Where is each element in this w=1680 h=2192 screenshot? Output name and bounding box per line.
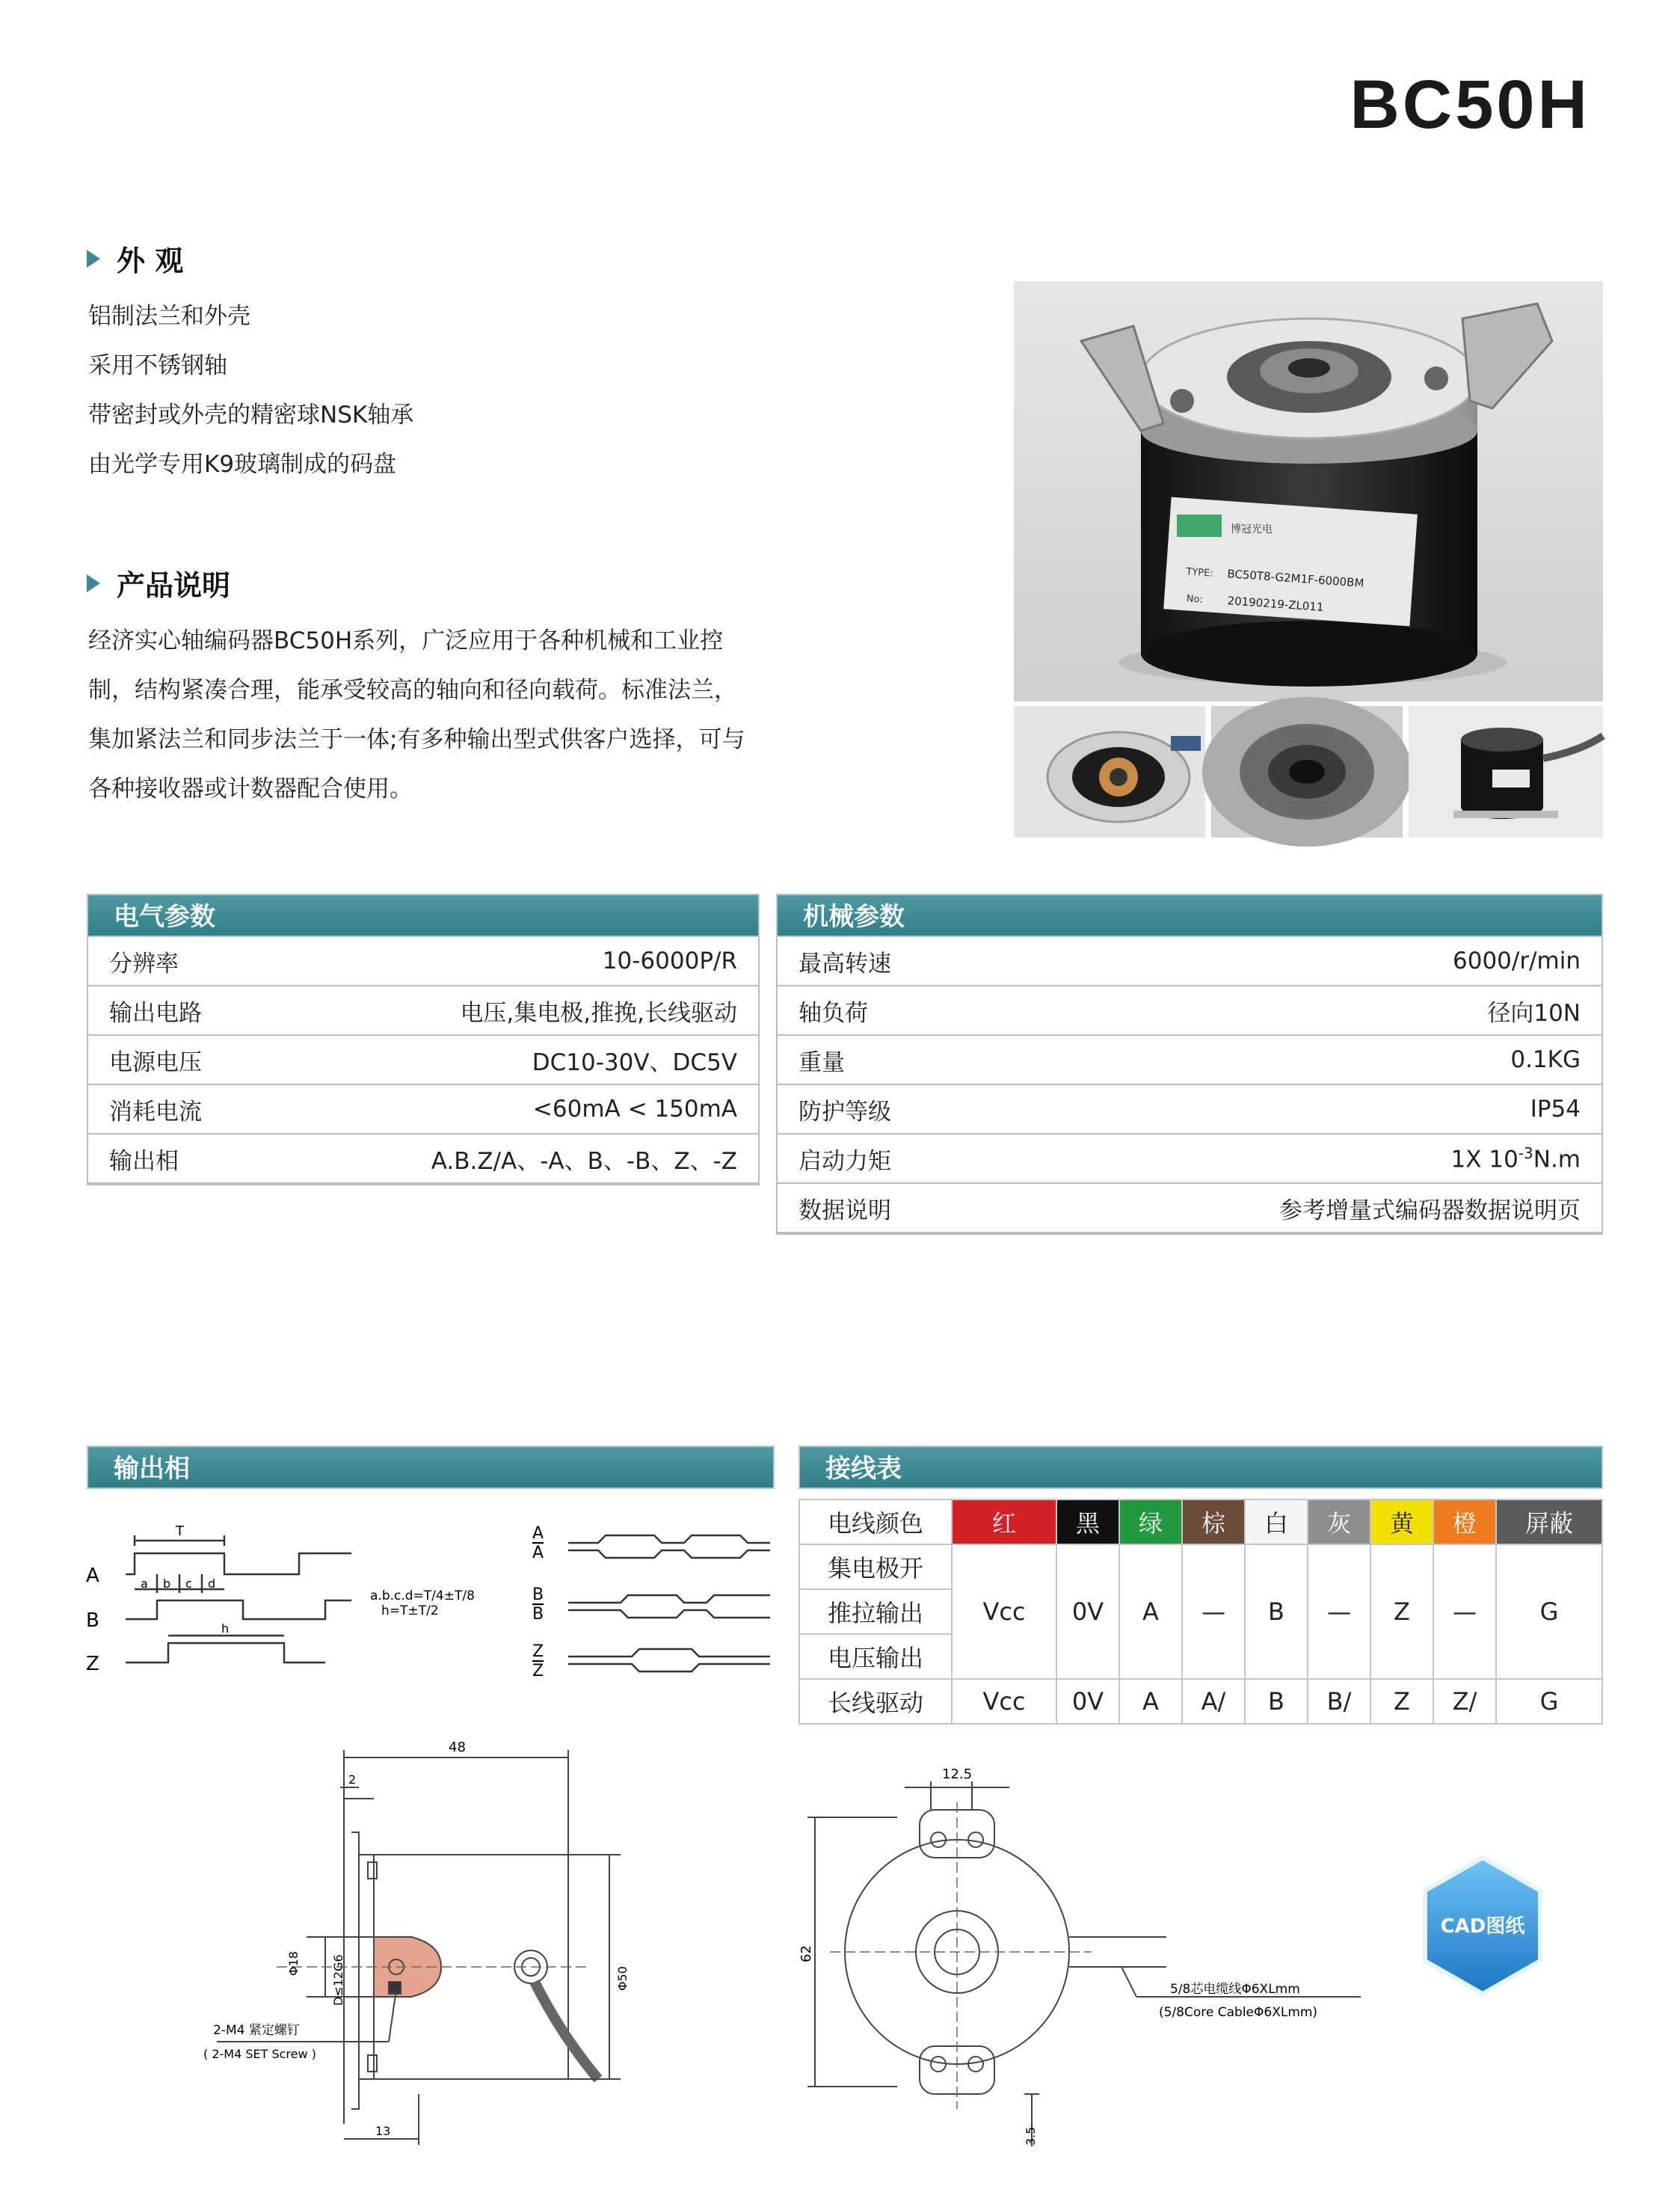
diff-B-bar: B	[532, 1605, 544, 1624]
triangle-bullet-icon	[87, 574, 100, 592]
cad-drawing-button[interactable]	[1419, 1855, 1546, 1997]
param-key: 最高转速	[778, 937, 1009, 986]
electrical-params-title: 电气参数	[87, 894, 760, 937]
wire-value: Z/	[1433, 1679, 1496, 1724]
description-line: 经济实心轴编码器BC50H系列，广泛应用于各种机械和工业控	[88, 627, 724, 654]
appearance-heading	[87, 238, 183, 279]
param-value: 参考增量式编码器数据说明页	[1009, 1183, 1601, 1232]
output-phase-panel	[87, 1446, 775, 1489]
table-row	[778, 1134, 1601, 1183]
sub-label-b: b	[163, 1577, 171, 1591]
param-key: 分辨率	[88, 937, 275, 986]
mechanical-params-frame	[776, 937, 1603, 1235]
dim-phi18: Φ18	[286, 1951, 301, 1976]
screw-cn: 2-M4 紧定螺钉	[213, 2023, 300, 2038]
sub-label-d: d	[208, 1577, 216, 1591]
param-key: 输出相	[88, 1134, 275, 1183]
param-value: 6000/r/min	[1009, 937, 1601, 986]
torque-base: 1X 10	[1450, 1146, 1519, 1173]
dim-2: 2	[348, 1772, 357, 1787]
table-row	[778, 1084, 1601, 1134]
dim-48: 48	[449, 1740, 466, 1755]
dim-d: D≤12G6	[331, 1954, 345, 2006]
cad-label: CAD图纸	[1440, 1915, 1525, 1938]
diff-Z: Z	[532, 1642, 544, 1661]
param-value: IP54	[1009, 1084, 1601, 1134]
phase-A-label: A	[86, 1565, 99, 1587]
mechanical-params-title: 机械参数	[776, 894, 1603, 937]
param-value: A.B.Z/A、-A、B、-B、Z、-Z	[275, 1134, 758, 1183]
param-value: 电压,集电极,推挽,长线驱动	[275, 986, 758, 1035]
output-phase-waveform	[75, 1499, 785, 1701]
wire-value: B	[1245, 1679, 1308, 1724]
triangle-bullet-icon	[87, 250, 100, 268]
param-key: 重量	[778, 1035, 1009, 1084]
diff-B: B	[532, 1585, 544, 1604]
description-line: 各种接收器或计数器配合使用。	[88, 776, 413, 802]
formula-2: h=T±T/2	[381, 1603, 439, 1618]
wiring-title: 接线表	[799, 1446, 1603, 1489]
period-label: T	[176, 1523, 184, 1539]
description-text	[88, 616, 745, 814]
wire-color-grey: 灰	[1308, 1499, 1370, 1544]
wire-color-red: 红	[952, 1499, 1056, 1544]
photo-brand: 博冠光电	[1231, 524, 1273, 535]
product-photo-main	[1014, 281, 1603, 701]
mechanical-params-table	[778, 937, 1601, 1233]
electrical-params-panel	[87, 894, 760, 1185]
wire-value: 0V	[1056, 1544, 1119, 1679]
wire-color-brown: 棕	[1182, 1499, 1245, 1544]
table-row	[799, 1544, 1602, 1589]
wire-color-shield: 屏蔽	[1496, 1499, 1602, 1544]
torque-exponent: -3	[1518, 1143, 1533, 1162]
param-value: DC10-30V、DC5V	[275, 1035, 758, 1084]
torque-unit: N.m	[1533, 1146, 1581, 1173]
photo-type-label: TYPE:	[1185, 566, 1214, 580]
dim-12-5: 12.5	[942, 1766, 973, 1782]
appearance-line: 带密封或外壳的精密球NSK轴承	[88, 402, 414, 429]
wire-value: G	[1496, 1679, 1602, 1724]
param-value: 10-6000P/R	[275, 937, 758, 986]
wire-value: Vcc	[952, 1544, 1056, 1679]
wire-value: Vcc	[952, 1679, 1056, 1724]
description-heading-text: 产品说明	[117, 569, 231, 602]
product-photo-thumb-2	[1211, 706, 1403, 838]
table-row	[88, 1134, 758, 1183]
mode-label: 集电极开	[799, 1544, 952, 1589]
h-label: h	[221, 1621, 230, 1636]
param-key: 输出电路	[88, 986, 275, 1035]
table-row	[88, 1084, 758, 1134]
wire-value: B	[1245, 1544, 1308, 1679]
photo-no-label: No:	[1186, 593, 1204, 606]
appearance-list	[88, 292, 413, 489]
wiring-panel	[799, 1446, 1603, 1489]
wiring-table	[799, 1499, 1603, 1725]
param-key: 电源电压	[88, 1035, 275, 1084]
param-key: 启动力矩	[778, 1134, 1009, 1183]
param-value	[1009, 1134, 1601, 1183]
wire-value: —	[1433, 1544, 1496, 1679]
wire-color-white: 白	[1245, 1499, 1308, 1544]
wire-value: Z	[1370, 1544, 1433, 1679]
param-value: 0.1KG	[1009, 1035, 1601, 1084]
model-title: BC50H	[1350, 67, 1590, 143]
mode-label: 长线驱动	[799, 1679, 952, 1724]
output-phase-title: 输出相	[87, 1446, 775, 1489]
table-row	[799, 1679, 1602, 1724]
appearance-line: 铝制法兰和外壳	[88, 303, 250, 330]
wire-color-black: 黑	[1056, 1499, 1119, 1544]
appearance-line: 由光学专用K9玻璃制成的码盘	[88, 451, 397, 478]
wire-value: B/	[1308, 1679, 1370, 1724]
wire-value: Z	[1370, 1679, 1433, 1724]
mechanical-params-panel	[776, 894, 1603, 1235]
wire-value: —	[1182, 1544, 1245, 1679]
table-row	[88, 986, 758, 1035]
photo-no-value: 20190219-ZL011	[1227, 594, 1325, 615]
appearance-heading-text: 外 观	[117, 245, 184, 277]
phase-Z-label: Z	[86, 1653, 99, 1675]
sub-label-a: a	[141, 1577, 148, 1591]
front-view-drawing	[793, 1735, 1361, 2161]
dim-62: 62	[799, 1945, 814, 1962]
wire-value: A	[1119, 1679, 1182, 1724]
wire-value: 0V	[1056, 1679, 1119, 1724]
diff-A: A	[532, 1524, 544, 1543]
table-row	[88, 1035, 758, 1084]
wire-value: A/	[1182, 1679, 1245, 1724]
product-photo-thumb-3	[1409, 706, 1603, 838]
photo-type-value: BC50T8-G2M1F-6000BM	[1226, 567, 1364, 590]
wire-value: —	[1308, 1544, 1370, 1679]
product-photo-thumb-1	[1014, 706, 1205, 838]
formula-1: a.b.c.d=T/4±T/8	[370, 1588, 475, 1603]
dim-3-5: 3.5	[1024, 2126, 1038, 2146]
param-key: 轴负荷	[778, 986, 1009, 1035]
dim-13: 13	[375, 2124, 391, 2138]
table-row	[778, 937, 1601, 986]
wire-color-row	[799, 1499, 1602, 1544]
dim-phi50: Φ50	[615, 1966, 630, 1991]
param-key: 防护等级	[778, 1084, 1009, 1134]
screw-en: ( 2-M4 SET Screw )	[203, 2047, 316, 2061]
sub-label-c: c	[185, 1577, 192, 1591]
wire-color-header: 电线颜色	[799, 1499, 952, 1544]
cable-en: (5/8Core CableΦ6XLmm)	[1159, 2005, 1318, 2020]
appearance-line: 采用不锈钢轴	[88, 352, 227, 379]
param-key: 数据说明	[778, 1183, 1009, 1232]
param-value: <60mA < 150mA	[275, 1084, 758, 1134]
wire-value: A	[1119, 1544, 1182, 1679]
table-row	[778, 986, 1601, 1035]
param-value: 径向10N	[1009, 986, 1601, 1035]
wire-color-green: 绿	[1119, 1499, 1182, 1544]
table-row	[88, 937, 758, 986]
phase-B-label: B	[86, 1609, 99, 1632]
diff-Z-bar: Z	[532, 1662, 544, 1680]
table-row	[778, 1183, 1601, 1232]
side-view-drawing	[172, 1735, 630, 2154]
mode-label: 推拉输出	[799, 1589, 952, 1634]
table-row	[778, 1035, 1601, 1084]
description-line: 集加紧法兰和同步法兰于一体;有多种输出型式供客户选择，可与	[88, 726, 745, 753]
wire-value: G	[1496, 1544, 1602, 1679]
wire-color-yellow: 黄	[1370, 1499, 1433, 1544]
param-key: 消耗电流	[88, 1084, 275, 1134]
description-line: 制，结构紧凑合理，能承受较高的轴向和径向载荷。标准法兰，	[88, 677, 737, 704]
diff-A-bar: A	[532, 1544, 544, 1562]
electrical-params-frame	[87, 937, 760, 1185]
wire-color-orange: 橙	[1433, 1499, 1496, 1544]
cable-cn: 5/8芯电缆线Φ6XLmm	[1170, 1982, 1300, 1997]
description-heading	[87, 562, 230, 604]
wiring-table-wrap	[799, 1499, 1603, 1725]
mode-label: 电压输出	[799, 1634, 952, 1679]
electrical-params-table	[88, 937, 758, 1184]
